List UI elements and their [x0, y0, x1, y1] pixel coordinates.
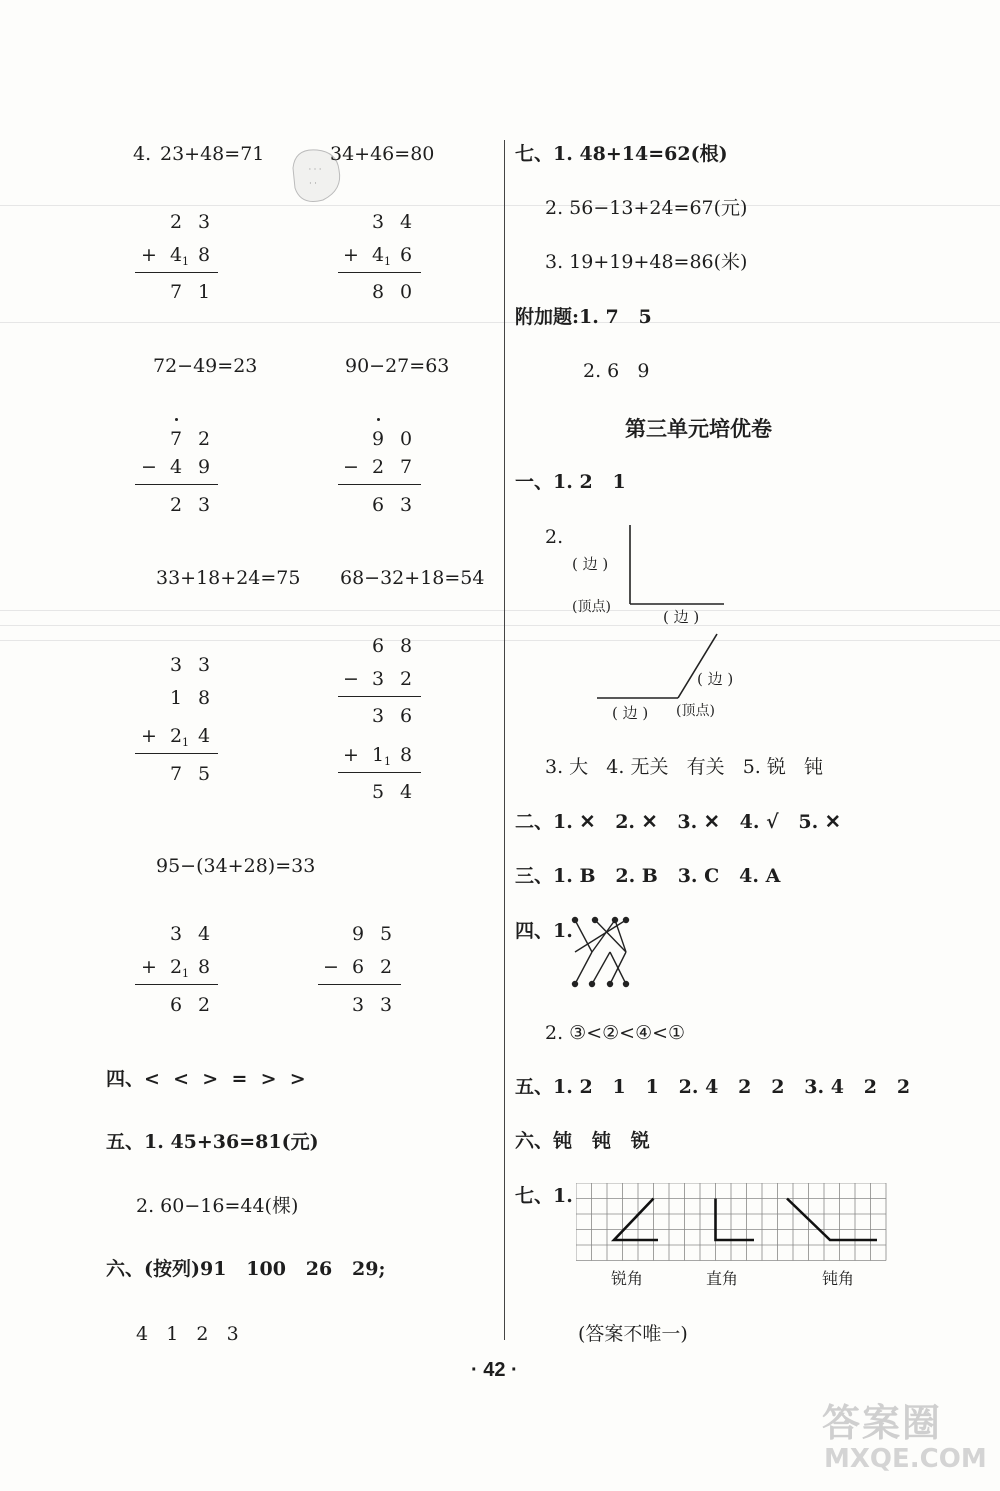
digit: 4	[197, 725, 211, 747]
digit: 9	[197, 456, 211, 478]
borrow-dot	[175, 418, 178, 421]
digit: 1	[169, 687, 183, 709]
seven-2: 2. 56−13+24=67(元)	[545, 197, 748, 219]
digit: 3	[169, 654, 183, 676]
operator: +	[343, 744, 359, 766]
digit: 6	[169, 994, 183, 1016]
digit: 3	[169, 923, 183, 945]
vertex-label: (顶点)	[572, 599, 611, 615]
angle-diagram-obtuse	[595, 630, 725, 705]
matching-diagram	[570, 912, 630, 992]
extra-question-2: 2. 6 9	[583, 360, 650, 382]
scan-line	[0, 322, 1000, 323]
edge-label: ( 边 )	[697, 670, 734, 688]
digit: 4	[197, 923, 211, 945]
digit: 4	[169, 244, 183, 266]
equation: 90−27=63	[345, 355, 450, 377]
part-one-3: 3. 大 4. 无关 有关 5. 锐 钝	[545, 756, 823, 778]
operator: +	[141, 725, 157, 747]
calc-line	[135, 984, 218, 985]
digit: 2	[399, 668, 413, 690]
watermark	[822, 1392, 992, 1482]
carry-digit: 1	[182, 255, 189, 268]
equation: 23+48=71	[160, 143, 265, 165]
part-one-2: 2.	[545, 526, 564, 548]
q4-label: 4.	[133, 143, 152, 165]
angle-label: 钝角	[822, 1269, 855, 1288]
digit: 2	[169, 211, 183, 233]
digit: 0	[399, 428, 413, 450]
digit: 8	[399, 744, 413, 766]
digit: 2	[169, 725, 183, 747]
digit: 1	[371, 744, 385, 766]
digit: 5	[197, 763, 211, 785]
scan-line	[0, 640, 1000, 641]
calc-line	[338, 696, 421, 697]
digit: 8	[197, 956, 211, 978]
digit: 8	[399, 635, 413, 657]
carry-digit: 1	[384, 255, 391, 268]
operator: +	[141, 244, 157, 266]
section-five-1: 五、1. 45+36=81(元)	[106, 1131, 319, 1153]
edge-label: ( 边 )	[572, 555, 609, 573]
equation: 34+46=80	[330, 143, 435, 165]
section-four: 四、< < > = > >	[106, 1068, 306, 1090]
calc-line	[318, 984, 401, 985]
digit: 2	[169, 956, 183, 978]
part-two: 二、1. ✕ 2. ✕ 3. ✕ 4. √ 5. ✕	[515, 811, 841, 833]
operator: −	[343, 668, 359, 690]
digit: 2	[371, 456, 385, 478]
scan-line	[0, 205, 1000, 206]
operator: +	[343, 244, 359, 266]
digit: 5	[379, 923, 393, 945]
digit: 3	[197, 211, 211, 233]
digit: 7	[169, 763, 183, 785]
borrow-dot	[377, 418, 380, 421]
equation: 68−32+18=54	[340, 567, 485, 589]
angle-label: 直角	[706, 1269, 739, 1288]
angle-label: 锐角	[611, 1269, 644, 1288]
digit: 2	[197, 428, 211, 450]
calc-line	[135, 753, 218, 754]
digit: 4	[169, 456, 183, 478]
digit: 8	[197, 244, 211, 266]
scan-line	[0, 610, 1000, 611]
digit: 1	[197, 281, 211, 303]
calc-line	[135, 484, 218, 485]
digit: 3	[371, 668, 385, 690]
equation: 95−(34+28)=33	[156, 855, 316, 877]
part-one-1: 一、1. 2 1	[515, 471, 626, 493]
svg-text:· · ·: · · ·	[308, 165, 322, 174]
section-six-2: 4 1 2 3	[136, 1323, 239, 1345]
digit: 3	[197, 494, 211, 516]
column-divider	[504, 140, 505, 1340]
edge-label: ( 边 )	[612, 704, 649, 722]
digit: 6	[371, 635, 385, 657]
equation: 72−49=23	[153, 355, 258, 377]
angle-diagram-right	[620, 520, 730, 610]
angle-grid	[576, 1183, 888, 1263]
carry-digit: 1	[384, 755, 391, 768]
equation: 33+18+24=75	[156, 567, 301, 589]
seven-1: 七、1. 48+14=62(根)	[515, 143, 728, 165]
digit: 8	[371, 281, 385, 303]
digit: 6	[399, 705, 413, 727]
calc-line	[338, 484, 421, 485]
operator: +	[141, 956, 157, 978]
digit: 3	[371, 211, 385, 233]
digit: 8	[197, 687, 211, 709]
calc-line	[338, 772, 421, 773]
digit: 2	[169, 494, 183, 516]
part-four-1: 四、1.	[515, 920, 573, 942]
digit: 6	[399, 244, 413, 266]
section-five-2: 2. 60−16=44(棵)	[136, 1195, 299, 1217]
part-seven: 七、1.	[515, 1185, 573, 1207]
edge-label: ( 边 )	[663, 608, 700, 626]
digit: 6	[351, 956, 365, 978]
digit: 3	[351, 994, 365, 1016]
digit: 4	[399, 781, 413, 803]
carry-digit: 1	[182, 736, 189, 749]
svg-text:· ·: · ·	[309, 179, 317, 188]
calc-line	[338, 272, 421, 273]
carry-digit: 1	[182, 967, 189, 980]
digit: 7	[399, 456, 413, 478]
part-three: 三、1. B 2. B 3. C 4. A	[515, 865, 781, 887]
digit: 5	[371, 781, 385, 803]
page-number: · 42 ·	[471, 1359, 518, 1381]
digit: 9	[351, 923, 365, 945]
digit: 2	[379, 956, 393, 978]
part-six: 六、钝 钝 锐	[515, 1130, 650, 1152]
digit: 3	[379, 994, 393, 1016]
answer-note: (答案不唯一)	[578, 1323, 688, 1345]
calc-line	[135, 272, 218, 273]
digit: 4	[399, 211, 413, 233]
digit: 3	[399, 494, 413, 516]
digit: 7	[169, 428, 183, 450]
digit: 6	[371, 494, 385, 516]
section-six: 六、(按列)91 100 26 29;	[106, 1258, 386, 1280]
operator: −	[141, 456, 157, 478]
digit: 9	[371, 428, 385, 450]
digit: 2	[197, 994, 211, 1016]
operator: −	[343, 456, 359, 478]
scan-line	[0, 625, 1000, 626]
digit: 3	[371, 705, 385, 727]
digit: 7	[169, 281, 183, 303]
digit: 3	[197, 654, 211, 676]
watermark-text: 答案圈	[822, 1401, 943, 1445]
watermark-url: MXQE.COM	[824, 1444, 987, 1474]
part-five: 五、1. 2 1 1 2. 4 2 2 3. 4 2 2	[515, 1076, 911, 1098]
digit: 0	[399, 281, 413, 303]
extra-question-1: 附加题:1. 7 5	[515, 306, 652, 328]
seven-3: 3. 19+19+48=86(米)	[545, 251, 748, 273]
vertex-label: (顶点)	[676, 703, 715, 719]
part-four-2: 2. ③<②<④<①	[545, 1022, 686, 1044]
operator: −	[323, 956, 339, 978]
digit: 4	[371, 244, 385, 266]
unit-title: 第三单元培优卷	[625, 416, 772, 441]
